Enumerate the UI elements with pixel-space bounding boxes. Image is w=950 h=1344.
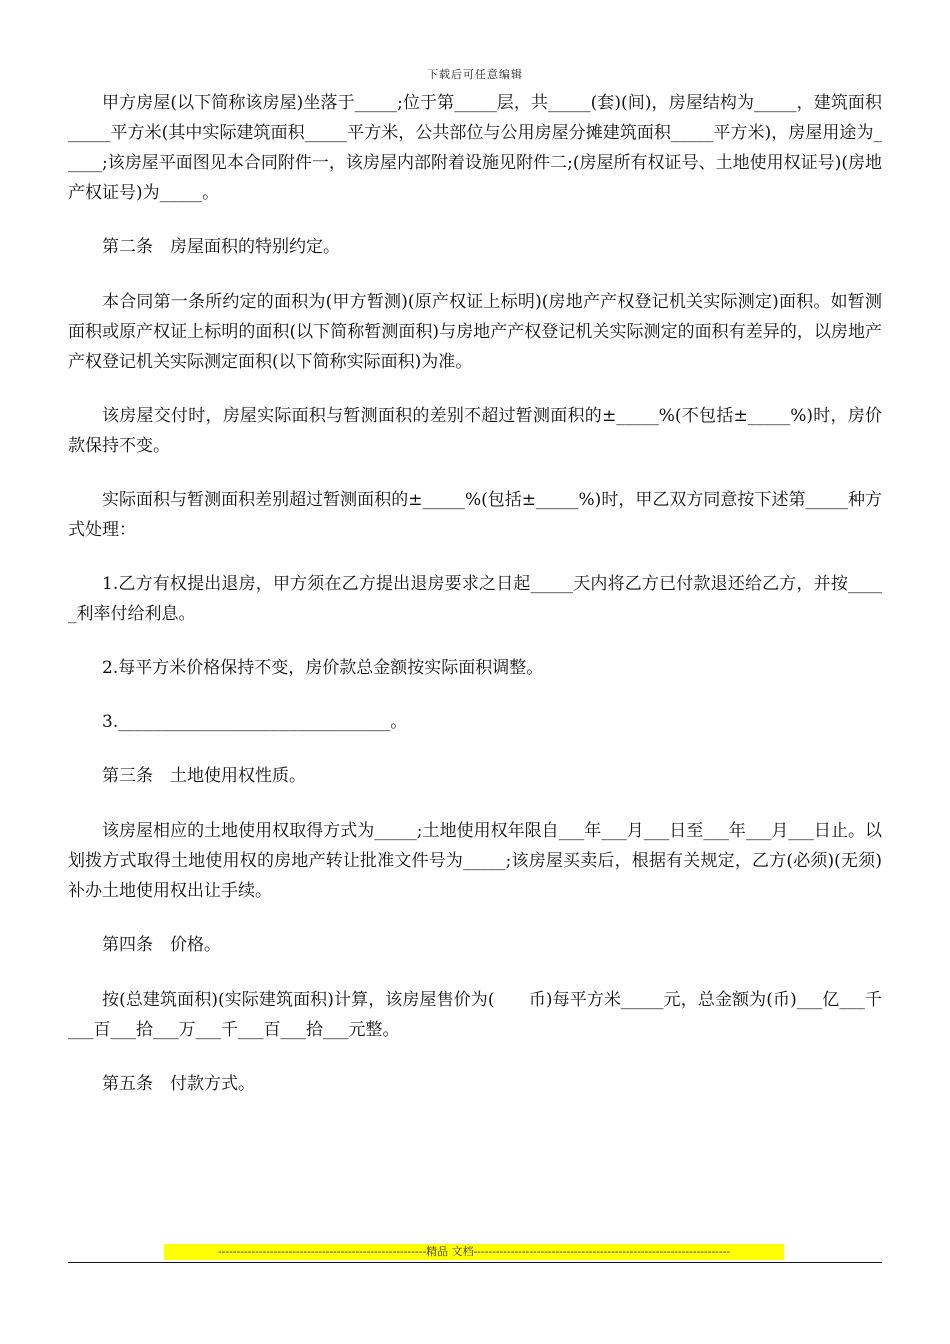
contract-body — [68, 88, 882, 1124]
paragraph-area-definition: 本合同第一条所约定的面积为(甲方暂测)(原产权证上标明)(房地产产权登记机关实际测定)面积。如暂测面积或原产权证上标明的面积(以下简称暂测面积)与房地产产权登记机关实际测定的面积有差异的，以房地产产权登记机关实际测定面积(以下简称实际面积)为准。 — [68, 292, 882, 372]
paragraph-price: 按(总建筑面积)(实际建筑面积)计算，该房屋售价为( 币)每平方米_____元，总金额为(币)___亿___千___百___拾___万___千___百___拾___元整。 — [68, 990, 882, 1040]
paragraph-land-use: 该房屋相应的土地使用权取得方式为_____;土地使用权年限自___年___月___日至___年___月___日止。以划拨方式取得土地使用权的房地产转让批准文件号为_____;该房屋买卖后，根据有关规定，乙方(必须)(无须)补办土地使用权出让手续。 — [68, 821, 882, 901]
article-4-title: 第四条 价格。 — [102, 935, 221, 955]
footer-divider — [68, 1262, 882, 1263]
paragraph-area-exceed: 实际面积与暂测面积差别超过暂测面积的±_____%(包括±_____%)时，甲乙双方同意按下述第_____种方式处理： — [68, 490, 882, 540]
footer-banner: --------------------------------------------------------精品 文档--------------------------------------------------------------------- — [164, 1244, 784, 1260]
article-5-title: 第五条 付款方式。 — [102, 1074, 255, 1094]
paragraph-area-tolerance: 该房屋交付时，房屋实际面积与暂测面积的差别不超过暂测面积的±_____%(不包括±_____%)时，房价款保持不变。 — [68, 406, 882, 456]
article-2-title: 第二条 房屋面积的特别约定。 — [102, 237, 340, 257]
option-2: 2.每平方米价格保持不变，房价款总金额按实际面积调整。 — [102, 658, 544, 678]
option-3: 3.________________________________。 — [102, 712, 408, 732]
paragraph-property-location: 甲方房屋(以下简称该房屋)坐落于_____;位于第_____层，共_____(套)(间)，房屋结构为_____，建筑面积_____平方米(其中实际建筑面积_____平方米，公共部位与公用房屋分摊建筑面积_____平方米)，房屋用途为_____;该房屋平面图见本合同附件一，该房屋内部附着设施见附件二;(房屋所有权证号、土地使用权证号)(房地产权证号)为_____。 — [68, 93, 882, 203]
article-3-title: 第三条 土地使用权性质。 — [102, 766, 306, 786]
option-1: 1.乙方有权提出退房，甲方须在乙方提出退房要求之日起_____天内将乙方已付款退还给乙方，并按_____利率付给利息。 — [68, 574, 882, 624]
page-header: 下载后可任意编辑 — [427, 68, 523, 81]
